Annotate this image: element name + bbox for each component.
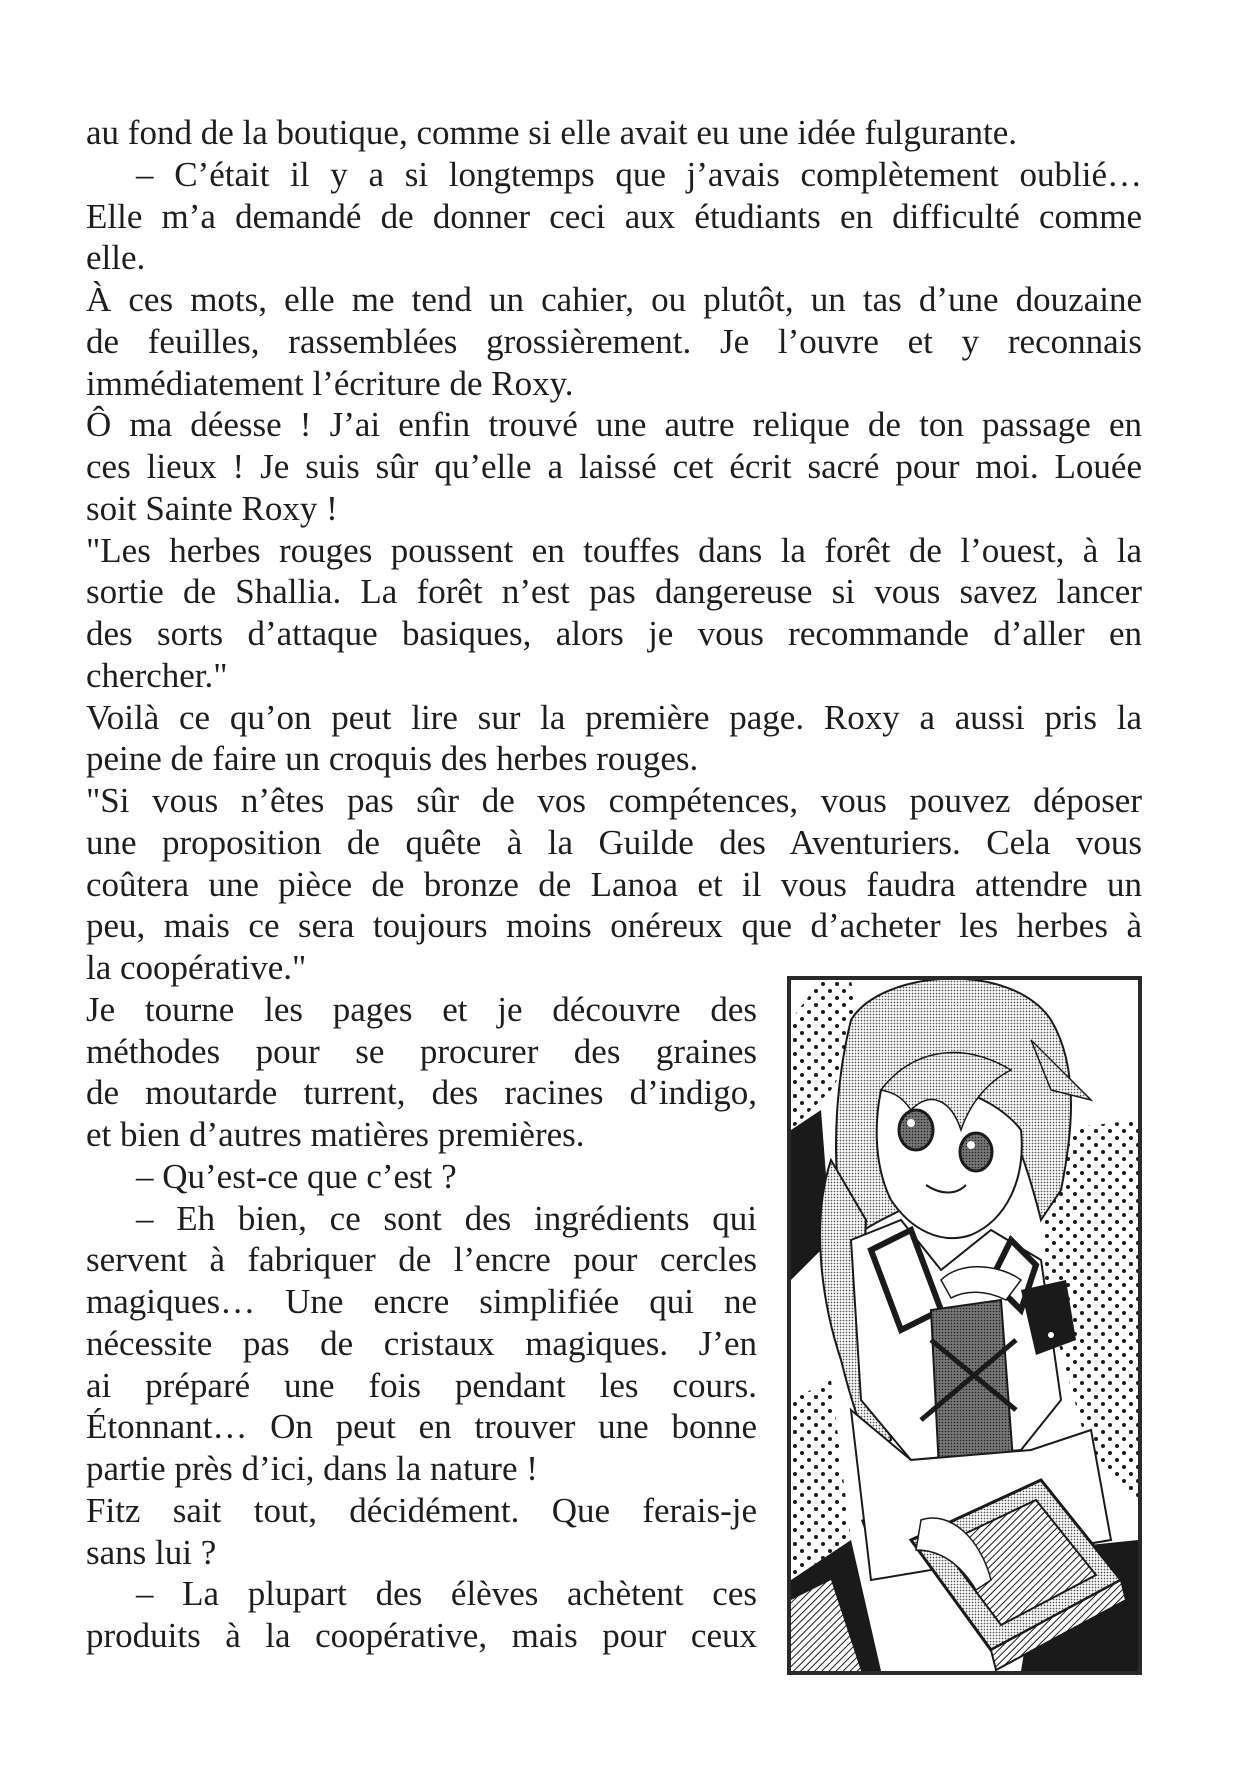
text-line: nécessite pas de cristaux magiques. J’en xyxy=(86,1323,757,1363)
text-line: chercher." xyxy=(86,655,228,695)
text-line: À ces mots, elle me tend un cahier, ou plutôt, un tas d’une douzaine xyxy=(86,280,1142,319)
text-line: soit Sainte Roxy ! xyxy=(86,488,338,528)
text-line: Ô ma déesse ! J’ai enfin trouvé une autre relique de ton passage en xyxy=(86,405,1142,445)
manga-illustration xyxy=(787,976,1142,1675)
text-line: de moutarde turrent, des racines d’indigo, xyxy=(86,1073,757,1113)
text-line: peine de faire un croquis des herbes rouges. xyxy=(86,739,699,779)
text-line: magiques… Une encre simplifiée qui ne xyxy=(86,1282,757,1321)
text-line: elle. xyxy=(86,238,146,278)
text-line: et bien d’autres matières premières. xyxy=(86,1115,585,1154)
text-line: Elle m’a demandé de donner ceci aux étudiants en difficulté comme xyxy=(86,196,1142,236)
text-line: coûtera une pièce de bronze de Lanoa et il vous faudra attendre un xyxy=(86,864,1142,904)
illustration-girl-icon xyxy=(791,980,1138,1671)
text-line: une proposition de quête à la Guilde des Aventuriers. Cela vous xyxy=(86,822,1142,862)
text-line: des sorts d’attaque basiques, alors je vous recommande d’aller en xyxy=(86,614,1142,653)
text-line: sans lui ? xyxy=(86,1532,217,1572)
text-line: Étonnant… On peut en trouver une bonne xyxy=(86,1407,757,1447)
text-line: produits à la coopérative, mais pour ceux xyxy=(86,1616,757,1655)
text-line: – C’était il y a si longtemps que j’avais complètement oublié… xyxy=(136,154,1142,194)
text-line: ces lieux ! Je suis sûr qu’elle a laissé cet écrit sacré pour moi. Louée xyxy=(86,447,1142,486)
text-line: Fitz sait tout, décidément. Que ferais-je xyxy=(86,1490,757,1530)
text-line: "Les herbes rouges poussent en touffes dans la forêt de l’ouest, à la xyxy=(86,530,1142,570)
text-line: peu, mais ce sera toujours moins onéreux que d’acheter les herbes à xyxy=(86,906,1142,946)
text-line: immédiatement l’écriture de Roxy. xyxy=(86,363,574,403)
text-line: la coopérative." xyxy=(86,948,307,987)
text-line: Voilà ce qu’on peut lire sur la première page. Roxy a aussi pris la xyxy=(86,697,1142,737)
text-line: servent à fabriquer de l’encre pour cercles xyxy=(86,1240,757,1280)
text-line: méthodes pour se procurer des graines xyxy=(86,1031,757,1071)
text-line: "Si vous n’êtes pas sûr de vos compétences, vous pouvez déposer xyxy=(86,781,1142,820)
text-line: sortie de Shallia. La forêt n’est pas dangereuse si vous savez lancer xyxy=(86,572,1142,612)
text-line: ai préparé une fois pendant les cours. xyxy=(86,1365,757,1405)
text-line: – Qu’est-ce que c’est ? xyxy=(136,1156,457,1196)
text-line: au fond de la boutique, comme si elle avait eu une idée fulgurante. xyxy=(86,113,1018,152)
text-line: Je tourne les pages et je découvre des xyxy=(86,989,757,1029)
text-line: – La plupart des élèves achètent ces xyxy=(136,1574,757,1614)
text-line: de feuilles, rassemblées grossièrement. Je l’ouvre et y reconnais xyxy=(86,321,1142,361)
text-line: partie près d’ici, dans la nature ! xyxy=(86,1449,538,1488)
text-line: – Eh bien, ce sont des ingrédients qui xyxy=(136,1198,757,1238)
